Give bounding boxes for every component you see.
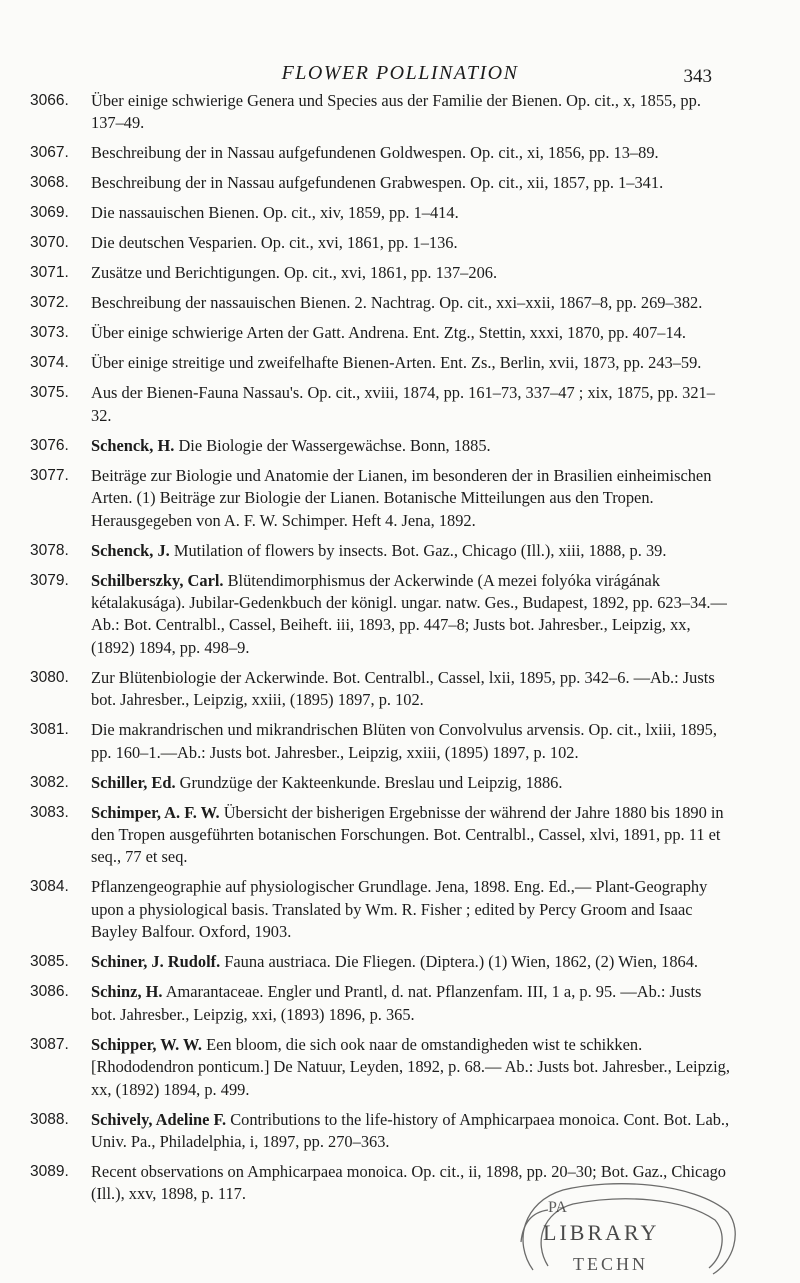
entry-number: 3087. (30, 1035, 69, 1053)
entry-number: 3073. (30, 324, 69, 342)
entry-text: Über einige schwierige Arten der Gatt. Andrena. Ent. Ztg., Stettin, xxxi, 1870, pp. 407–14. (91, 323, 686, 343)
entry-text: Aus der Bienen-Fauna Nassau's. Op. cit., xviii, 1874, pp. 161–73, 337–47 ; xix, 1875, pp. 321–32. (91, 383, 715, 425)
entry-number: 3085. (30, 953, 69, 971)
bibliography-entry (30, 570, 730, 660)
entry-number: 3078. (30, 541, 69, 559)
library-stamp (503, 1182, 739, 1278)
entry-author: Schiner, J. Rudolf. (91, 952, 221, 972)
entry-text: Blütendimorphismus der Ackerwinde (A mezei folyóka virágának kétalakusága). Jubilar-Gedenkbuch der königl. ungar. natw. Ges., Budapest, 1892, pp. 623–34.—Ab.: Bot. Centralbl., Cassel, Beiheft. iii, 1893, pp. 447–8; Justs bot. Jahresber., Leipzig, xx, (1892) 1894, pp. 498–9. (91, 570, 727, 657)
bibliography-entry (30, 1034, 730, 1101)
bibliography-entry (30, 322, 730, 344)
entry-number: 3070. (30, 234, 69, 252)
entry-number: 3075. (30, 384, 69, 402)
entry-text: Die Biologie der Wassergewächse. Bonn, 1885. (174, 435, 491, 455)
entry-author: Schively, Adeline F. (91, 1109, 227, 1129)
page-header (0, 62, 800, 92)
bibliography-entry (30, 876, 730, 943)
bibliography-entry (30, 951, 730, 973)
entry-author: Schipper, W. W. (91, 1034, 203, 1054)
entry-author: Schilberszky, Carl. (91, 570, 224, 590)
entry-number: 3076. (30, 436, 69, 454)
entry-text: Fauna austriaca. Die Fliegen. (Diptera.) (1) Wien, 1862, (2) Wien, 1864. (220, 952, 699, 972)
bibliography-entry (30, 202, 730, 224)
bibliography-entry (30, 232, 730, 254)
bibliography-entry (30, 667, 730, 712)
bibliography-entry (30, 719, 730, 764)
entry-text: Die nassauischen Bienen. Op. cit., xiv, 1859, pp. 1–414. (91, 203, 459, 223)
entry-text: Zur Blütenbiologie der Ackerwinde. Bot. Centralbl., Cassel, lxii, 1895, pp. 342–6. —Ab.: Justs bot. Jahresber., Leipzig, xxiii, (1895) 1897, p. 102. (91, 667, 715, 710)
page-number: 343 (683, 66, 712, 87)
bibliography-entry (30, 172, 730, 194)
entry-text: Die deutschen Vesparien. Op. cit., xvi, 1861, pp. 1–136. (91, 233, 458, 253)
bibliography-entry (30, 142, 730, 164)
bibliography-entry (30, 292, 730, 314)
entry-text: Pflanzengeographie auf physiologischer Grundlage. Jena, 1898. Eng. Ed.,— Plant-Geography upon a physiological basis. Translated by Wm. R. Fisher ; edited by Percy Groom and Isaac Bayley Balfour. Oxford, 1903. (91, 877, 708, 942)
bibliography-entry (30, 382, 730, 427)
entry-author: Schenck, H. (91, 435, 175, 455)
bibliography-entry (30, 772, 730, 794)
bibliography-entry (30, 262, 730, 284)
bibliography-entry (30, 802, 730, 869)
bibliography-entry (30, 1109, 730, 1154)
entry-text: Zusätze und Berichtigungen. Op. cit., xvi, 1861, pp. 137–206. (91, 263, 498, 283)
entry-author: Schinz, H. (91, 982, 163, 1002)
entry-number: 3081. (30, 721, 69, 739)
stamp-text-bottom: TECHN (573, 1254, 648, 1274)
entry-number: 3069. (30, 204, 69, 222)
entry-number: 3083. (30, 803, 69, 821)
entry-text: Contributions to the life-history of Amphicarpaea monoica. Cont. Bot. Lab., Univ. Pa., Philadelphia, i, 1897, pp. 270–363. (91, 1109, 730, 1151)
bibliography-list (30, 90, 730, 1213)
entry-text: Beiträge zur Biologie und Anatomie der Lianen, im besonderen der in Brasilien einheimischen Arten. (1) Beiträge zur Biologie der Lianen. Botanische Mitteilungen aus den Tropen. Herausgegeben von A. F. W. Schimper. Heft 4. Jena, 1892. (91, 465, 712, 530)
entry-text: Beschreibung der nassauischen Bienen. 2. Nachtrag. Op. cit., xxi–xxii, 1867–8, pp. 269–382. (91, 293, 703, 313)
stamp-text-middle: LIBRARY (543, 1220, 660, 1245)
entry-number: 3079. (30, 571, 69, 589)
entry-number: 3089. (30, 1162, 69, 1180)
bibliography-entry (30, 981, 730, 1026)
entry-number: 3072. (30, 294, 69, 312)
entry-number: 3066. (30, 92, 69, 109)
bibliography-entry (30, 465, 730, 532)
entry-text: Amarantaceae. Engler und Prantl, d. nat. Pflanzenfam. III, 1 a, p. 95. —Ab.: Justs bot. Jahresber., Leipzig, xxi, (1893) 1896, p. 365. (91, 982, 702, 1024)
bibliography-entry (30, 540, 730, 562)
entry-text: Een bloom, die sich ook naar de omstandigheden wist te schikken. [Rhododendron ponticum.] De Natuur, Leyden, 1892, p. 68.— Ab.: Justs bot. Jahresber., Leipzig, xx, (1892) 1894, p. 499. (91, 1034, 730, 1099)
entry-number: 3077. (30, 466, 69, 484)
entry-text: Übersicht der bisherigen Ergebnisse der während der Jahre 1880 bis 1890 in den Tropen ausgeführten botanischen Forschungen. Bot. Centralbl., Cassel, xlvi, 1891, pp. 11 et seq., 77 et seq. (91, 802, 724, 867)
entry-text: Die makrandrischen und mikrandrischen Blüten von Convolvulus arvensis. Op. cit., lxiii, 1895, pp. 160–1.—Ab.: Justs bot. Jahresber., Leipzig, xxiii, (1895) 1897, p. 102. (91, 720, 717, 762)
entry-number: 3084. (30, 878, 69, 896)
bibliography-entry (30, 352, 730, 374)
entry-author: Schiller, Ed. (91, 772, 176, 792)
entry-text: Über einige streitige und zweifelhafte Bienen-Arten. Ent. Zs., Berlin, xvii, 1873, pp. 243–59. (91, 353, 702, 373)
entry-author: Schenck, J. (91, 540, 170, 560)
entry-text: Grundzüge der Kakteenkunde. Breslau und Leipzig, 1886. (175, 772, 563, 792)
entry-number: 3082. (30, 773, 69, 791)
running-head: FLOWER POLLINATION (281, 62, 519, 84)
entry-text: Recent observations on Amphicarpaea monoica. Op. cit., ii, 1898, pp. 20–30; Bot. Gaz., Chicago (Ill.), xxv, 1898, p. 117. (91, 1161, 727, 1204)
entry-text: Beschreibung der in Nassau aufgefundenen Goldwespen. Op. cit., xi, 1856, pp. 13–89. (91, 143, 659, 163)
entry-number: 3086. (30, 983, 69, 1001)
entry-number: 3080. (30, 668, 69, 686)
entry-number: 3088. (30, 1110, 69, 1128)
entry-number: 3071. (30, 264, 69, 282)
entry-number: 3068. (30, 174, 69, 192)
bibliography-entry (30, 435, 730, 457)
entry-text: Über einige schwierige Genera und Species aus der Familie der Bienen. Op. cit., x, 1855, pp. 137–49. (91, 91, 701, 133)
bibliography-entry (30, 90, 730, 135)
entry-text: Mutilation of flowers by insects. Bot. Gaz., Chicago (Ill.), xiii, 1888, p. 39. (169, 540, 667, 560)
entry-number: 3067. (30, 144, 69, 162)
entry-text: Beschreibung der in Nassau aufgefundenen Grabwespen. Op. cit., xii, 1857, pp. 1–341. (91, 173, 664, 193)
stamp-text-top: PA (548, 1199, 567, 1216)
entry-author: Schimper, A. F. W. (91, 802, 220, 822)
entry-number: 3074. (30, 354, 69, 372)
